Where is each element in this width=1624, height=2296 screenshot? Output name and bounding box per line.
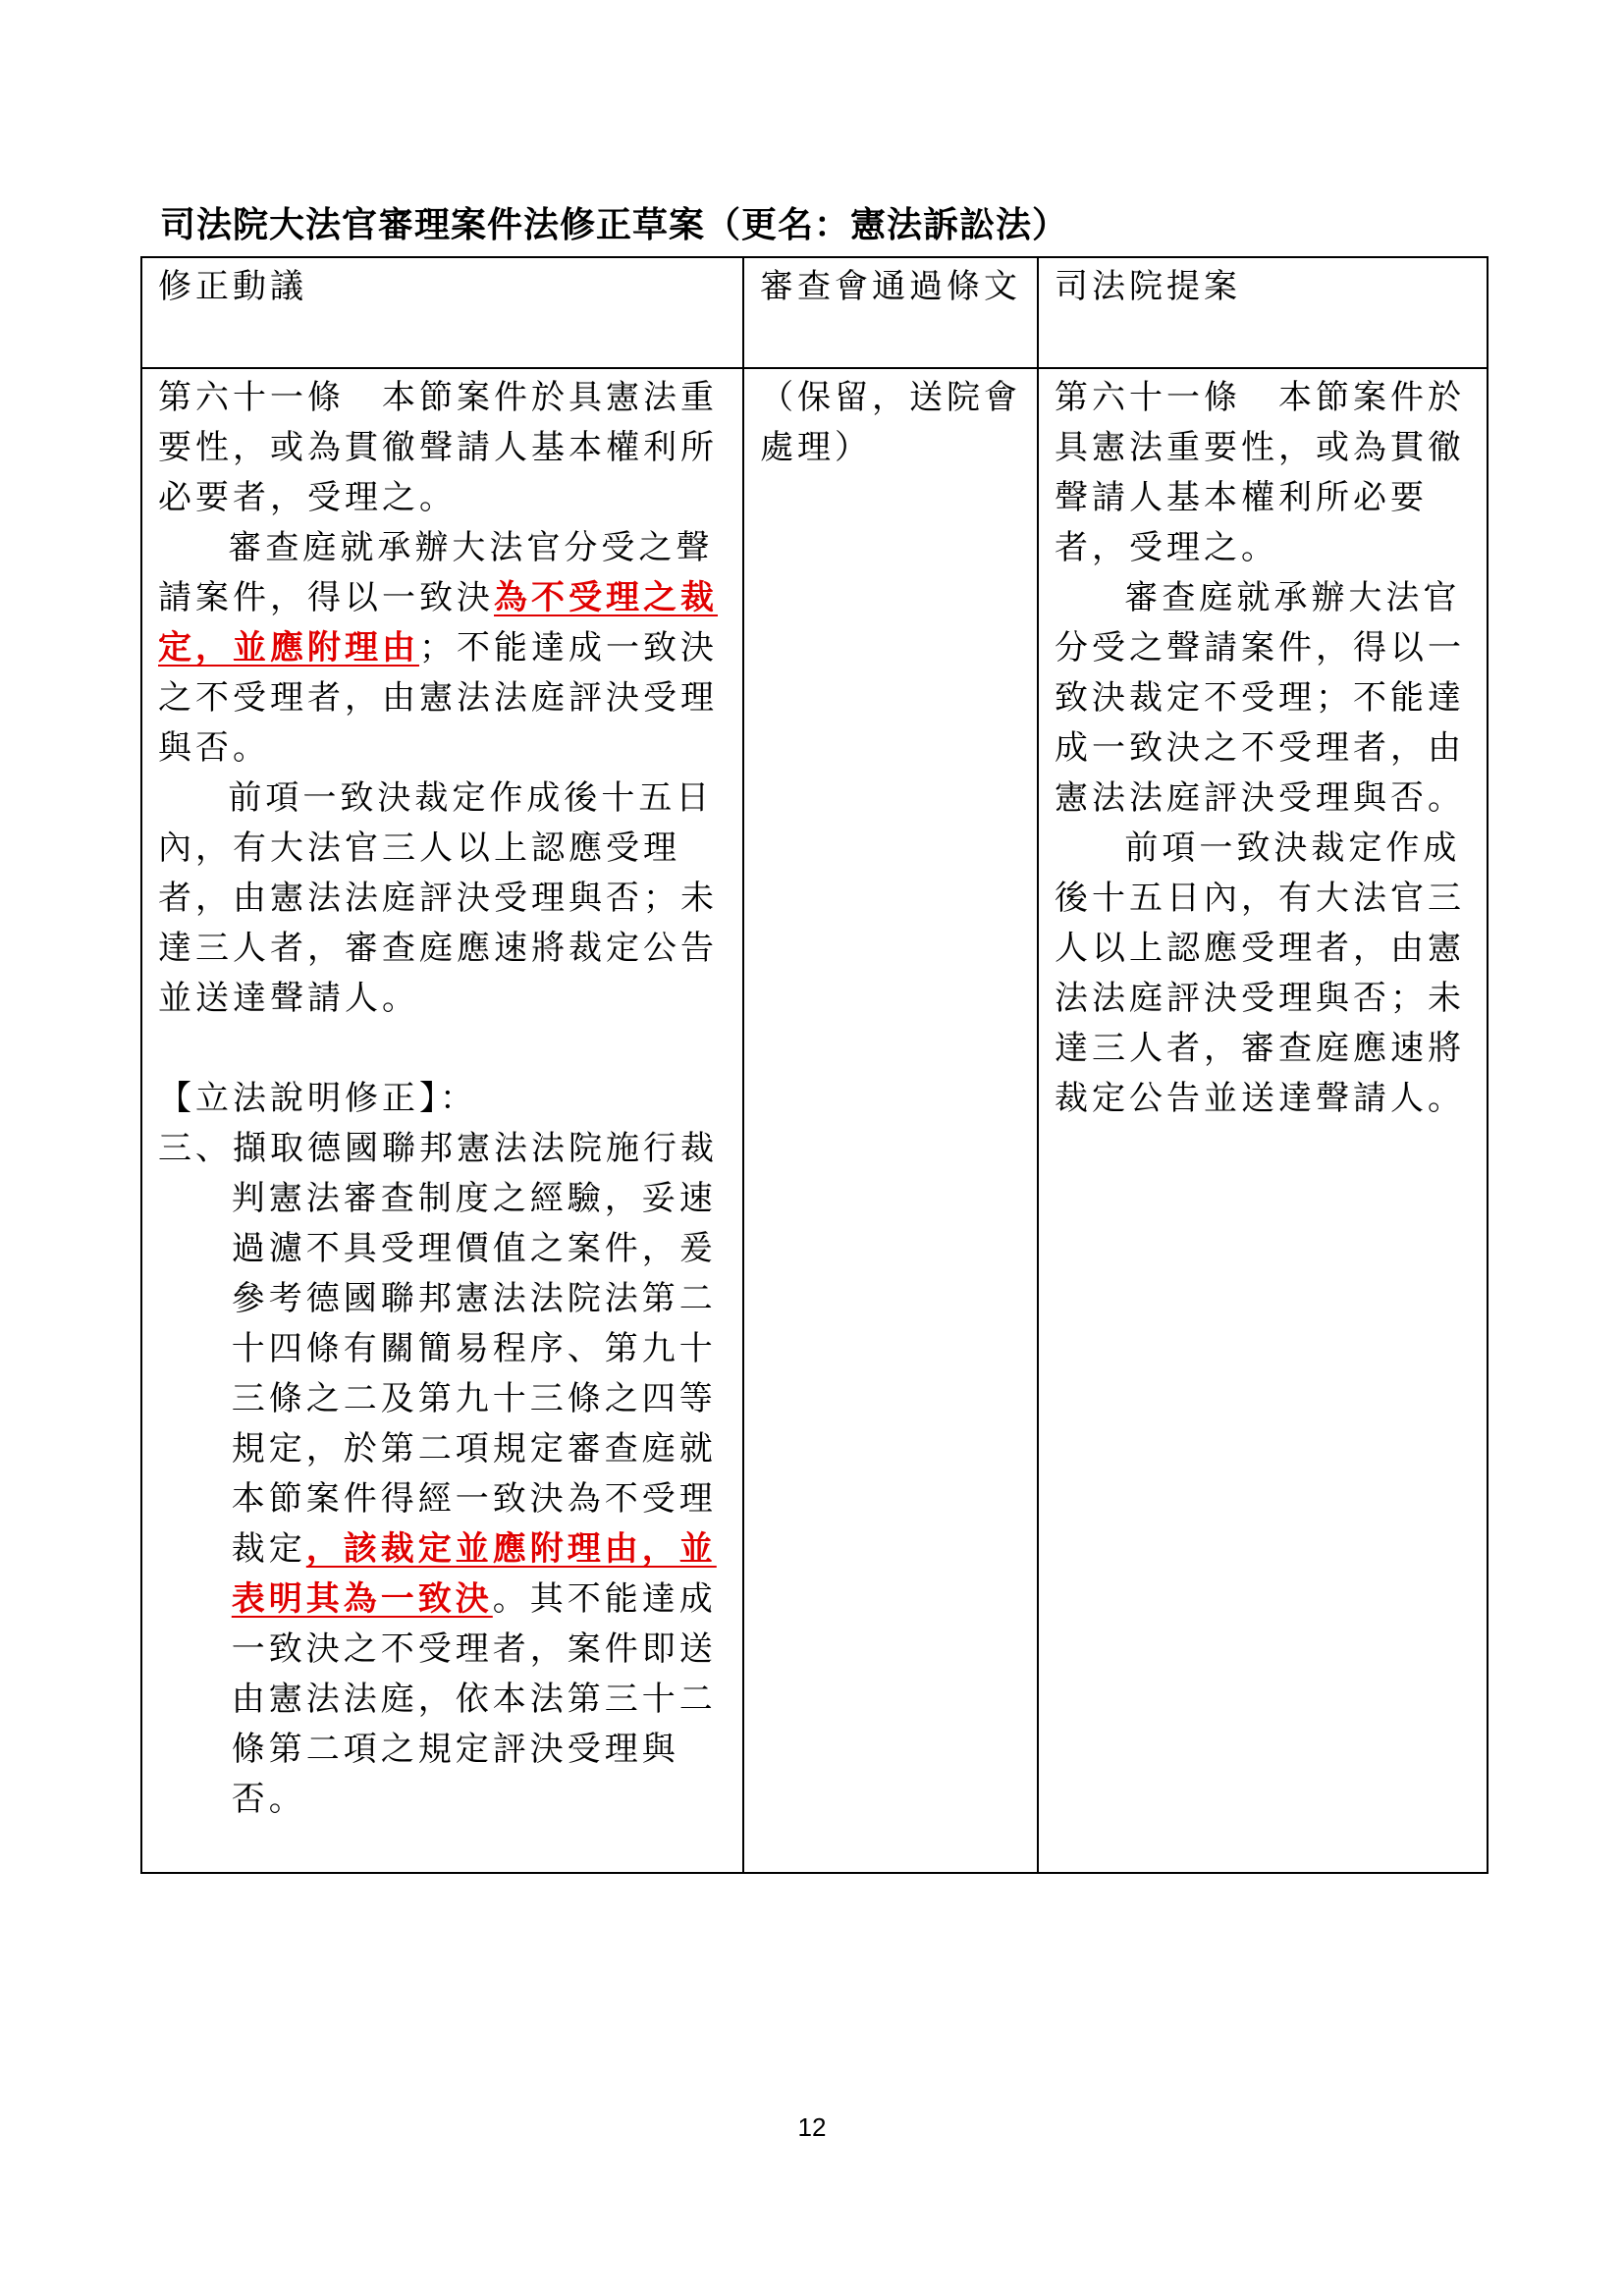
document-title: 司法院大法官審理案件法修正草案（更名：憲法訴訟法） <box>160 205 1069 245</box>
legislative-note-item-3 <box>158 1124 731 1825</box>
proposal-paragraph-1: 第六十一條 本節案件於具憲法重要性，或為貫徹聲請人基本權利所必要者，受理之。 <box>1055 378 1465 567</box>
article-61-paragraph-3: 前項一致決裁定作成後十五日內，有大法官三人以上認應受理者，由憲法法庭評決受理與否；未達三人者，審查庭應速將裁定公告並送達聲請人。 <box>158 778 718 1018</box>
spacer <box>158 1024 731 1074</box>
article-61-paragraph-1: 第六十一條 本節案件於具憲法重要性，或為貫徹聲請人基本權利所必要者，受理之。 <box>158 378 718 517</box>
paragraph-2-text-after: ；不能達成一致決之不受理者，由憲法法庭評決受理與否。 <box>158 628 718 768</box>
amendment-motion-cell <box>141 368 743 1873</box>
paragraph-2-text-before: 審查庭就承辦大法官分受之聲請案件，得以一致決 <box>158 528 714 617</box>
table-row <box>141 368 1488 1873</box>
legislative-note-heading: 【立法說明修正】： <box>158 1079 477 1118</box>
comparison-table <box>140 256 1489 1874</box>
committee-text-cell <box>743 368 1038 1873</box>
page-number: 12 <box>797 2112 827 2142</box>
committee-status: （保留，送院會處理） <box>760 378 1021 467</box>
header-judicial-yuan-proposal: 司法院提案 <box>1038 257 1488 368</box>
proposal-paragraph-2: 審查庭就承辦大法官分受之聲請案件，得以一致決裁定不受理；不能達成一致決之不受理者，由憲法法庭評決受理與否。 <box>1055 578 1465 818</box>
amended-text: 為不受理之裁定，並應附理由 <box>158 578 718 667</box>
header-committee-text: 審查會通過條文 <box>743 257 1038 368</box>
article-61-paragraph-2 <box>158 523 731 774</box>
judicial-yuan-proposal-cell <box>1038 368 1488 1873</box>
table-header-row <box>141 257 1488 368</box>
note-text-before: 三、擷取德國聯邦憲法法院施行裁判憲法審查制度之經驗，妥速過濾不具受理價值之案件，爰參考德國聯邦憲法法院法第二十四條有關簡易程序、第九十三條之二及第九十三條之四等規定，於第二項規定審查庭就本節案件得經一致決為不受理裁定 <box>158 1129 718 1569</box>
note-text-after: 。其不能達成一致決之不受理者，案件即送由憲法法庭，依本法第三十二條第二項之規定評決受理與否。 <box>231 1579 717 1819</box>
header-amendment-motion: 修正動議 <box>141 257 743 368</box>
amended-note-text: ，該裁定並應附理由，並表明其為一致決 <box>231 1529 717 1619</box>
proposal-paragraph-3: 前項一致決裁定作成後十五日內，有大法官三人以上認應受理者，由憲法法庭評決受理與否；未達三人者，審查庭應速將裁定公告並送達聲請人。 <box>1055 828 1465 1118</box>
